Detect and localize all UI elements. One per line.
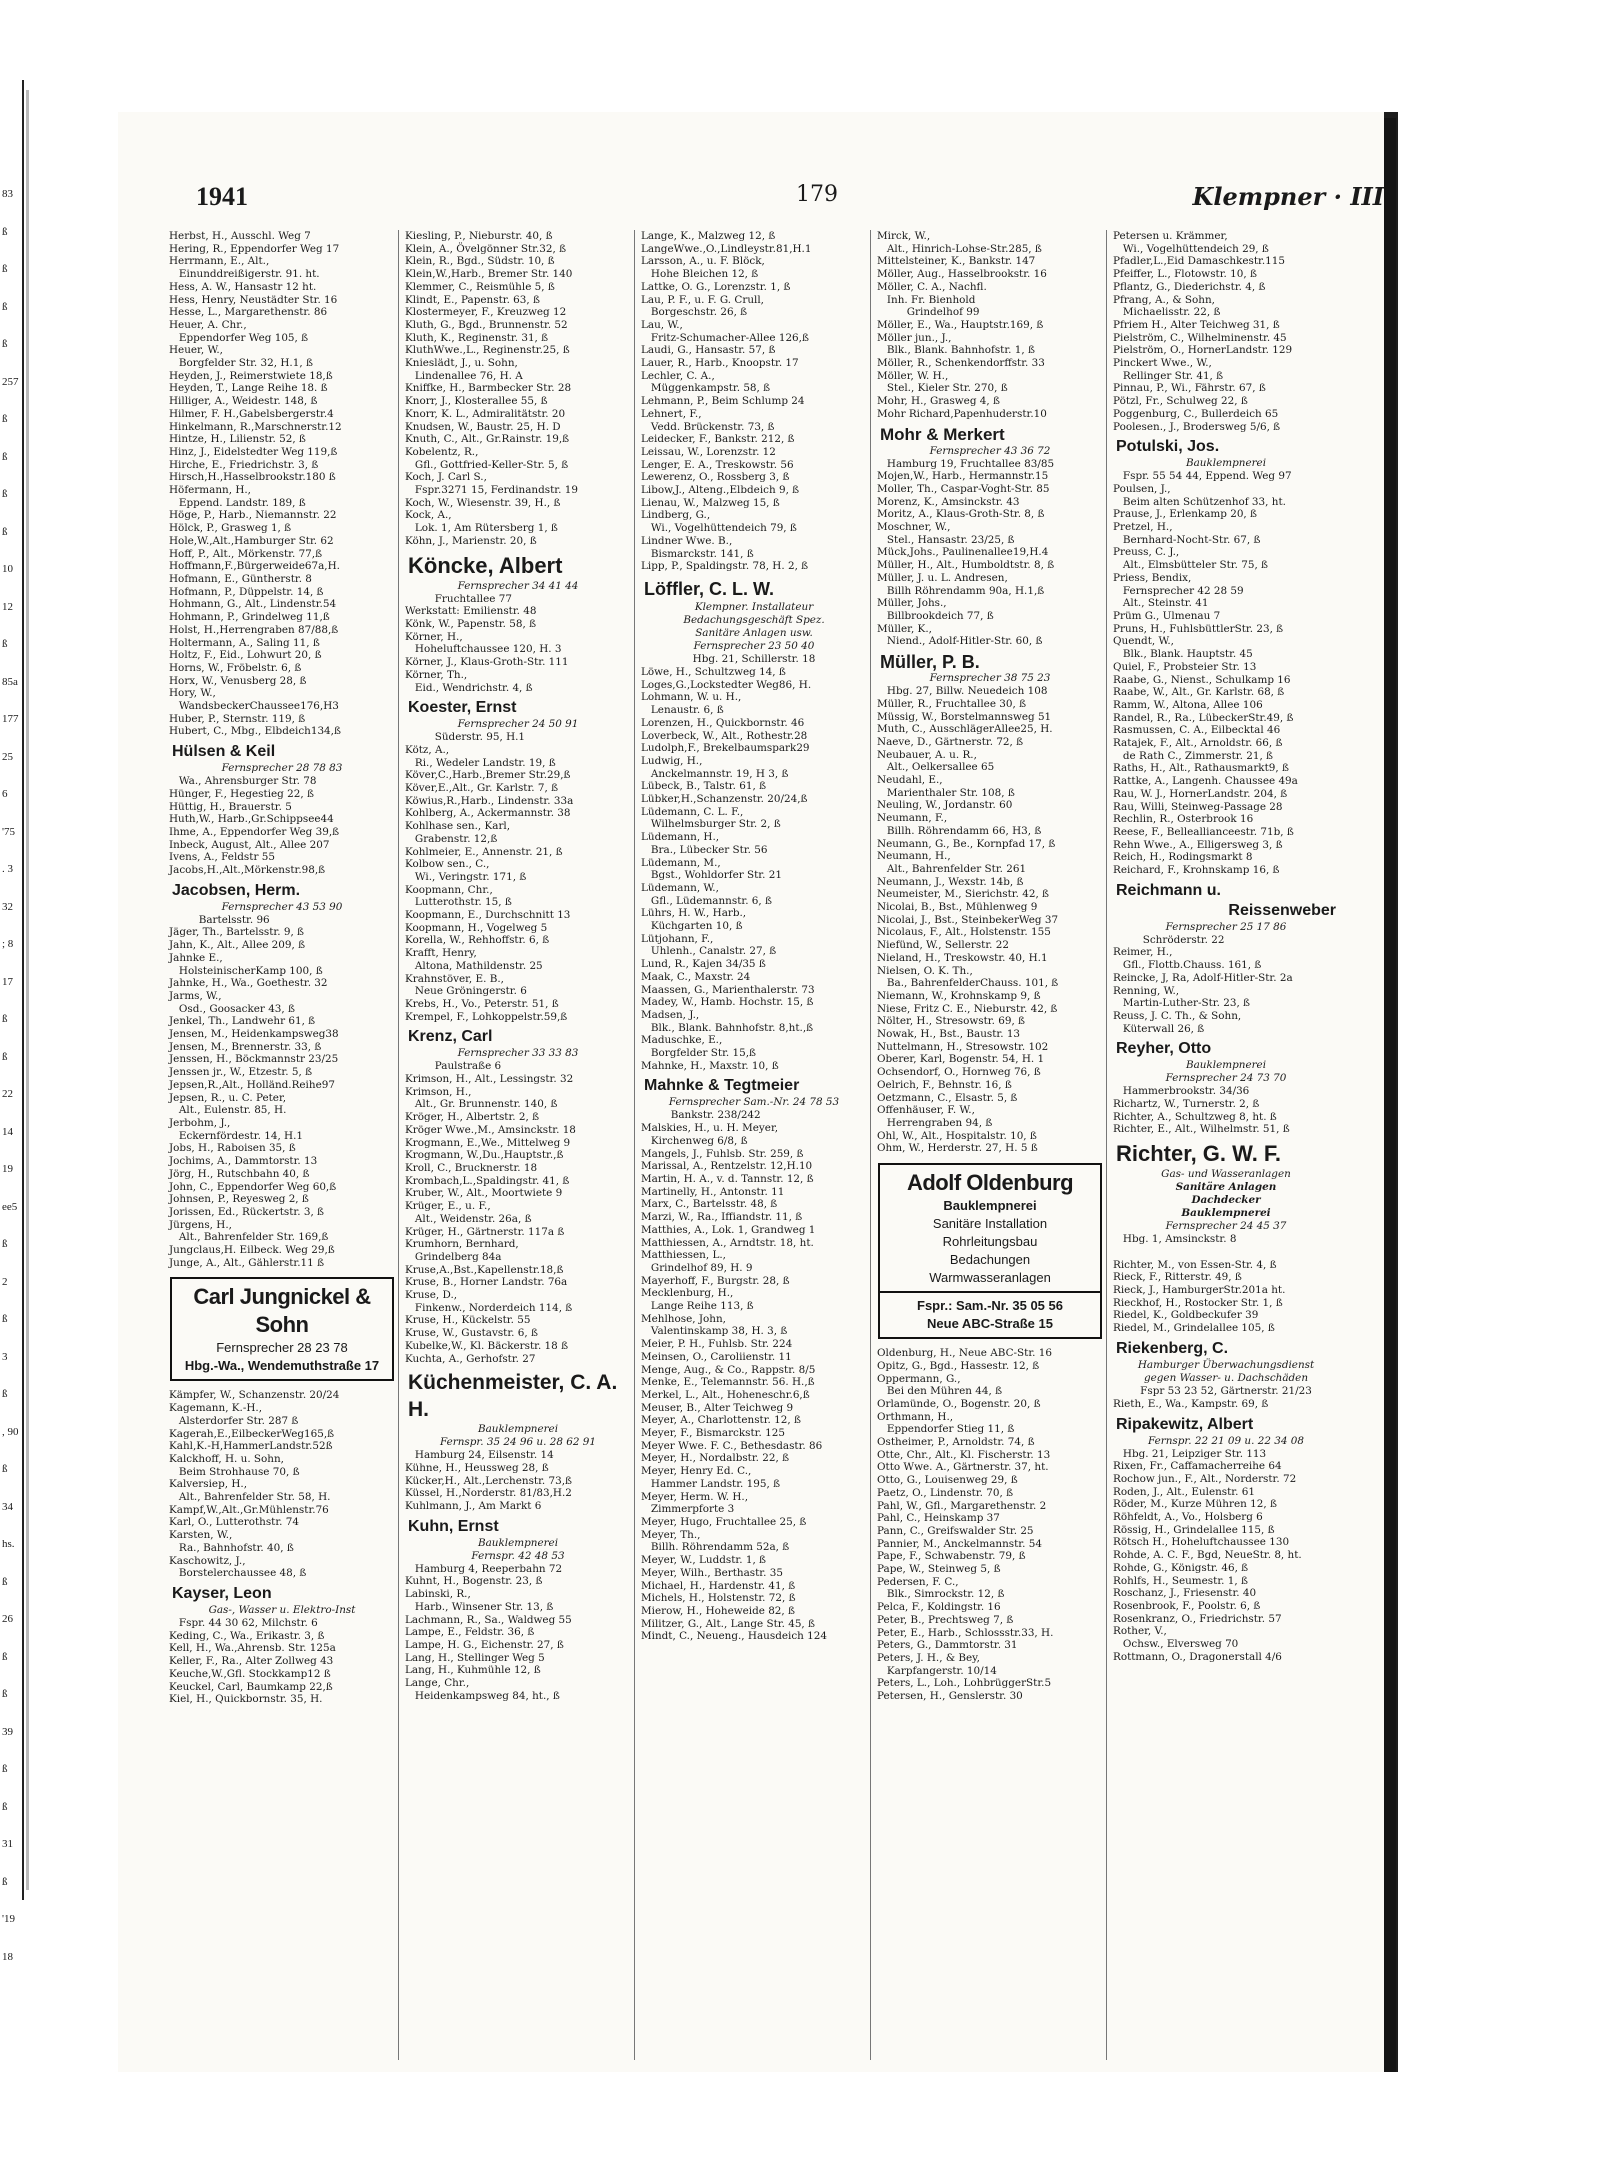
margin-fragment: , 90 — [2, 1425, 19, 1438]
ad-address: Neue ABC-Straße 15 — [927, 1316, 1053, 1332]
ad-line: Dachdecker — [1191, 1194, 1261, 1207]
listing-block: Petersen u. Krämmer, Wi., Vogelhüttendeich 29, ß Pfadler,L.,Eid Damaschkestr.115 Pfeiffer, L., Flotowstr. 10, ß Pflantz, G., Diederichstr. 4, ß Pfrang, A., & Sohn, Michaelisstr. 22, ß Pfriem H., Alter Teichweg 31, ß Pielström, C., Wilhelminenstr. 45 Pielström, O., HornerLandstr. 129 Pinckert Wwe., W., Rellinger Str. 41, ß Pinnau, P., Wi., Fährstr. 67, ß Pötzl, Fr., Schulweg 22, ß Poggenburg, C., Bullerdeich 65 Poolesen., J., Brodersweg 5/6, ß — [1113, 230, 1293, 433]
margin-fragment: 85a — [2, 675, 18, 688]
ad-heading: Müller, P. B. — [880, 652, 980, 673]
listing-block: Hamburg 4, Reeperbahn 72 Kuhnt, H., Bogenstr. 23, ß Labinski, R., Harb., Winsener Str. 13, ß Lachmann, R., Sa., Waldweg 55 Lampe, E., Feldstr. 36, ß Lampe, H. G., Eichenstr. 27, ß Lang, H., Stellinger Weg 5 Lang, H., Kuhmühle 12, ß Lange, Chr., Heidenkampsweg 84, ht., ß — [405, 1562, 572, 1702]
ad-phone: Fernsprecher 38 75 23 — [929, 672, 1051, 685]
margin-fragment: ß — [2, 1013, 8, 1025]
margin-fragment: '19 — [2, 1913, 15, 1925]
listing-block: Hamburg 24, Eilsenstr. 14 Kühne, H., Heussweg 28, ß Kücker,H., Alt.,Lerchenstr. 73,ß Küssel, H.,Norderstr. 81/83,H.2 Kuhlmann, J., Am Markt 6 — [405, 1449, 572, 1513]
ad-phone: Fernsprecher 24 73 70 — [1165, 1072, 1287, 1085]
ad-heading: Köncke, Albert — [408, 552, 563, 578]
page-year: 1941 — [196, 182, 248, 211]
ad-heading: Potulski, Jos. — [1116, 438, 1220, 456]
ad-phone: Fernsprecher 24 50 91 — [457, 718, 579, 731]
listing-block: Bankstr. 238/242 Malskies, H., u. H. Meyer, Kirchenweg 6/8, ß Mangels, J., Fuhlsb. Str. 259, ß Marissal, A., Rentzelstr. 12,H.10 Martin, H. A., v. d. Tannstr. 12, ß Martinelly, H., Antonstr. 11 Marx, C., Bartelsstr. 48, ß Marzi, W., Ra., Iffiandstr. 11, ß Matthies, A., Lok. 1, Grandweg 1 Matthiessen, A., Arndtstr. 18, ht. Matthiessen, L., Grindelhof 89, H. 9 Mayerhoff, F., Burgstr. 28, ß Mecklenburg, H., Lange Reihe 113, ß Mehlhose, John, Valentinskamp 38, H. 3, ß Meier, P. H., Fuhlsb. Str. 224 Meinsen, O., Caroliienstr. 11 Menge, Aug., & Co., Rappstr. 8/5 Menke, E., Telemannstr. 56. H.,ß Merkel, L., Alt., Hoheneschr.6,ß Meuser, B., Alter Teichweg 9 Meyer, A., Charlottenstr. 12, ß Meyer, F., Bismarckstr. 125 Meyer Wwe. F. C., Bethesdastr. 86 Meyer, H., Nordalbstr. 22, ß Meyer, Henry Ed. C., Hammer Landstr. 195, ß Meyer, Herm. W. H., Zimmerpforte 3 Meyer, Hugo, Fruchtallee 25, ß Meyer, Th., Billh. Röhrendamm 52a, ß Meyer, W., Luddstr. 1, ß Meyer, Wilh., Berthastr. 35 Michael, H., Hardenstr. 41, ß Michels, H., Holstenstr. 72, ß Mierow, H., Hoheweide 82, ß Militzer, G., Alt., Lange Str. 45, ß Mindt, C., Neueng., Hausdeich 124 — [641, 1109, 827, 1643]
ad-line: Warmwasseranlagen — [929, 1270, 1051, 1286]
margin-fragment: 17 — [2, 975, 13, 988]
listing-block: Fruchtallee 77 Werkstatt: Emilienstr. 48 Könk, W., Papenstr. 58, ß Körner, H., Hoheluftchaussee 120, H. 3 Körner, J., Klaus-Groth-Str. 111 Körner, Th., Eid., Wendrichstr. 4, ß — [405, 592, 569, 694]
ad-heading: Küchenmeister, C. A. H. — [408, 1371, 618, 1422]
ad-line: Klempner. Installateur — [694, 600, 814, 613]
listing-block: Süderstr. 95, H.1 Kötz, A., Ri., Wedeler Landstr. 19, ß Köver,C.,Harb.,Bremer Str.29,ß Köver,E.,Alt., Gr. Karlstr. 7, ß Köwius,R.,Harb., Lindenstr. 33a Kohlberg, A., Ackermannstr. 38 Kohlhase sen., Karl, Grabenstr. 12,ß Kohlmeier, E., Annenstr. 21, ß Kolbow sen., C., Wi., Veringstr. 171, ß Koopmann, Chr., Lutterothstr. 15, ß Koopmann, E., Durchschnitt 13 Koopmann, H., Vogelweg 5 Korella, W., Rehhoffstr. 6, ß Krafft, Henry, Altona, Mathildenstr. 25 Krahnstöver, E. B., Neue Gröningerstr. 6 Krebs, H., Vo., Peterstr. 51, ß Krempel, F., Lohkoppelstr.59,ß — [405, 731, 574, 1023]
ad-heading: Reissenweber — [1228, 901, 1336, 919]
ad-phone: Fernspr. 35 24 96 u. 28 62 91 — [439, 1436, 596, 1449]
ad-heading: Reyher, Otto — [1116, 1040, 1212, 1058]
ad-phone: Fernsprecher 33 33 83 — [457, 1047, 579, 1060]
listing-block: Lange, K., Malzweg 12, ß LangeWwe.,O.,Lindleystr.81,H.1 Larsson, A., u. F. Blöck, Hohe Bleichen 12, ß Lattke, O. G., Lorenzstr. 1, ß Lau, P. F., u. F. G. Crull, Borgeschstr. 26, ß Lau, W., Fritz-Schumacher-Allee 126,ß Laudi, G., Hansastr. 57, ß Lauer, R., Harb., Knoopstr. 17 Lechler, C. A., Müggenkampstr. 58, ß Lehmann, P., Beim Schlump 24 Lehnert, F., Vedd. Brückenstr. 73, ß Leidecker, F., Bankstr. 212, ß Leissau, W., Lorenzstr. 12 Lenger, E. A., Treskowstr. 56 Lewerenz, O., Rossberg 3, ß Libow,J., Alteng.,Elbdeich 9, ß Lienau, W., Malzweg 15, ß Lindberg, G., Wi., Vogelhüttendeich 79, ß Lindner Wwe. B., Bismarckstr. 141, ß Lipp, P., Spaldingstr. 78, H. 2, ß — [641, 230, 812, 573]
ad-phone: Fspr 53 23 52, Gärtnerstr. 21/23 — [1140, 1384, 1312, 1397]
margin-fragment: ß — [2, 1688, 8, 1700]
ad-heading: Mahnke & Tegtmeier — [644, 1077, 800, 1095]
ad-heading: Kayser, Leon — [172, 1584, 272, 1602]
ad-phone: Fernsprecher 43 53 90 — [221, 900, 343, 913]
margin-fragment: 6 — [2, 788, 8, 800]
ad-phone: Fernsprecher 23 50 40 — [693, 639, 815, 652]
ad-heading: Krenz, Carl — [408, 1028, 493, 1046]
margin-fragment: 2 — [2, 1275, 8, 1288]
listing-block: Hbg. 21, Leipziger Str. 113 Rixen, Fr., Caffamacherreihe 64 Rochow jun., F., Alt., Norderstr. 72 Roden, J., Alt., Eulenstr. 61 Röder, M., Kurze Mühren 12, ß Röhfeldt, A., Vo., Holsberg 6 Rössig, H., Grindelallee 115, ß Rötsch H., Hoheluftchaussee 130 Rohde, A. C. F., Bgd, NeueStr. 8, ht. Rohde, G., Königstr. 46, ß Rohlfs, H., Seumestr. 1, ß Roschanz, J., Friesenstr. 40 Rosenbrook, F., Poolstr. 6, ß Rosenkranz, O., Friedrichstr. 57 Rother, V., Ochsw., Elversweg 70 Rottmann, O., Dragonerstall 4/6 — [1113, 1447, 1302, 1663]
margin-fragment: ß — [2, 1388, 8, 1400]
listing-block: Rieth, E., Wa., Kampstr. 69, ß — [1113, 1397, 1269, 1410]
margin-fragment: 32 — [2, 900, 13, 913]
listing-block: Löwe, H., Schultzweg 14, ß Loges,G.,Lockstedter Weg86, H. Lohmann, W. u. H., Lenaustr. 6, ß Lorenzen, H., Quickbornstr. 46 Loverbeck, W., Alt., Rothestr.28 Ludolph,F., Brekelbaumspark29 Ludwig, H., Anckelmannstr. 19, H 3, ß Lübeck, B., Talstr. 61, ß Lübker,H.,Schanzenstr. 20/24,ß Lüdemann, C. L. F., Wilhelmsburger Str. 2, ß Lüdemann, H., Bra., Lübecker Str. 56 Lüdemann, M., Bgst., Wohldorfer Str. 21 Lüdemann, W., Gfl., Lüdemannstr. 6, ß Lührs, H. W., Harb., Küchgarten 10, ß Lütjohann, F., Uhlenh., Canalstr. 27, ß Lund, R., Kajen 34/35 ß Maak, C., Maxstr. 24 Maassen, G., Marienthalerstr. 73 Madey, W., Hamb. Hochstr. 15, ß Madsen, J., Blk., Blank. Bahnhofstr. 8,ht.,ß Maduschke, E., Borgfelder Str. 15,ß Mahnke, H., Maxstr. 10, ß — [641, 665, 815, 1072]
ad-line: Sanitäre Installation — [932, 1216, 1048, 1232]
margin-fragment: 14 — [2, 1125, 13, 1138]
ad-heading: Koester, Ernst — [408, 699, 517, 717]
margin-fragment: hs. — [2, 1538, 15, 1550]
margin-fragment: 25 — [2, 750, 13, 763]
ad-heading: Riekenberg, C. — [1116, 1339, 1229, 1357]
margin-fragment: 39 — [2, 1725, 13, 1738]
ad-phone: Fernsprecher 24 45 37 — [1165, 1220, 1287, 1233]
margin-fragment: ß — [2, 1238, 8, 1250]
ad-company-name: Carl Jungnickel & Sohn — [193, 1284, 371, 1338]
margin-fragment: 12 — [2, 600, 13, 613]
ad-heading: Reichmann u. — [1116, 881, 1221, 899]
ad-phone: Fernsprecher 28 23 78 — [216, 1340, 348, 1356]
margin-fragment: '75 — [2, 825, 15, 838]
ad-line: gegen Wasser- u. Dachschäden — [1143, 1371, 1309, 1384]
margin-fragment: ee5 — [2, 1200, 18, 1213]
column-5 — [1110, 230, 1342, 2060]
margin-fragment: 177 — [2, 713, 19, 725]
margin-fragment: ß — [2, 413, 8, 425]
margin-fragment: ß — [2, 1050, 8, 1063]
ad-phone: Fernspr. 42 48 53 — [471, 1549, 565, 1562]
margin-fragment: ; 8 — [2, 938, 14, 950]
ad-line: Sanitäre Anlagen — [1175, 1181, 1277, 1194]
margin-fragment: ß — [2, 1313, 8, 1325]
ad-subtitle: Gas-, Wasser u. Elektro-Inst — [208, 1603, 356, 1616]
ad-heading: Mohr & Merkert — [880, 424, 1005, 444]
ad-phone: Fernsprecher 25 17 86 — [1165, 920, 1287, 933]
margin-fragment: ß — [2, 263, 8, 275]
ad-line: Bedachungsgeschäft Spez. — [683, 613, 825, 626]
ad-heading: Richter, G. W. F. — [1116, 1141, 1282, 1167]
ad-line: Rohrleitungsbau — [942, 1234, 1038, 1250]
margin-fragment: ß — [2, 338, 8, 350]
column-4 — [874, 230, 1107, 2060]
column-3 — [638, 230, 871, 2060]
margin-fragment: ß — [2, 525, 8, 538]
ad-heading: Hülsen & Keil — [172, 743, 276, 761]
listing-block: Kiesling, P., Nieburstr. 40, ß Klein, A., Övelgönner Str.32, ß Klein, R., Bgd., Südstr. 10, ß Klein,W.,Harb., Bremer Str. 140 Klemmer, C., Reismühle 5, ß Klindt, E., Papenstr. 63, ß Klostermeyer, F., Kreuzweg 12 Kluth, G., Bgd., Brunnenstr. 52 Kluth, K., Reginenstr. 31, ß KluthWwe.,L., Reginenstr.25, ß Knieslädt, J., u. Sohn, Lindenallee 76, H. A Kniffke, H., Barmbecker Str. 28 Knorr, J., Klosterallee 55, ß Knorr, K. L., Admiralitätstr. 20 Knudsen, W., Baustr. 25, H. D Knuth, C., Alt., Gr.Rainstr. 19,ß Kobelentz, R., Gfl., Gottfried-Keller-Str. 5, ß Koch, J. Carl S., Fspr.3271 15, Ferdinandstr. 19 Koch, W., Wiesenstr. 39, H., ß Kock, A., Lok. 1, Am Rütersberg 1, ß Köhn, J., Marienstr. 20, ß — [405, 230, 578, 547]
margin-fragment: ß — [2, 1800, 8, 1813]
listing-block: Hbg. 1, Amsinckstr. 8 Richter, M., von Essen-Str. 4, ß Rieck, F., Ritterstr. 49, ß Rieck, J., HamburgerStr.201a ht. Rieckhof, H., Rostocker Str. 1, ß Riedel, K., Goldbeckufer 39 Riedel, M., Grindelallee 105, ß — [1113, 1233, 1286, 1335]
page-header — [196, 182, 1386, 222]
ad-subtitle: Bauklempnerei — [1185, 457, 1267, 470]
margin-fragment: . 3 — [2, 863, 13, 875]
margin-fragment: 22 — [2, 1088, 13, 1100]
adjacent-page-strip — [0, 80, 24, 1963]
listing-block: Fspr. 55 54 44, Eppend. Weg 97 Poulsen, J., Beim alten Schützenhof 33, ht. Prause, J., Erlenkamp 20, ß Pretzel, H., Bernhard-Nocht-Str. 67, ß Preuss, C. J., Alt., Elmsbütteler Str. 75, ß Priess, Bendix, Fernsprecher 42 28 59 Alt., Steinstr. 41 Prüm G., Ulmenau 7 Pruns, H., FuhlsbüttlerStr. 23, ß Quendt, W., Blk., Blank. Hauptstr. 45 Quiel, F., Probsteier Str. 13 Raabe, G., Nienst., Schulkamp 16 Raabe, W., Alt., Gr. Karlstr. 68, ß Ramm, W., Altona, Allee 106 Randel, R., Ra., LübeckerStr.49, ß Rasmussen, C. A., Eilbecktal 46 Ratajek, F., Alt., Arnoldstr. 66, ß de Rath C., Zimmerstr. 21, ß Raths, H., Alt., Rathausmarkt9, ß Rattke, A., Langenh. Chaussee 49a Rau, W. J., HornerLandstr. 204, ß Rau, Willi, Steinweg-Passage 28 Rechlin, R., Osterbrook 16 Reese, F., Belleallianceestr. 71b, ß Rehn Wwe., A., Elligersweg 3, ß Reich, H., Rodingsmarkt 8 Reichard, F., Krohnskamp 16, ß — [1113, 470, 1298, 877]
ad-address: Hbg. 21, Schillerstr. 18 — [692, 652, 816, 665]
margin-fragment: ß — [2, 488, 8, 500]
ad-phone: Fernsprecher Sam.-Nr. 24 78 53 — [668, 1096, 840, 1109]
listing-block: Wa., Ahrensburger Str. 78 Hünger, F., Hegestieg 22, ß Hüttig, H., Brauerstr. 5 Huth,W., Harb.,Gr.Schippsee44 Ihme, A., Eppendorfer Weg 39,ß Inbeck, August, Alt., Allee 207 Ivens, A., Feldstr 55 Jacobs,H.,Alt.,Mörkenstr.98,ß — [169, 775, 340, 877]
margin-fragment: ß — [2, 1650, 8, 1663]
ad-phone: Fernspr. 22 21 09 u. 22 34 08 — [1147, 1434, 1304, 1447]
listing-block: Schröderstr. 22 Reimer, H., Gfl., Flottb.Chauss. 161, ß Reincke, J, Ra, Adolf-Hitler-Str. 2a Renning, W., Martin-Luther-Str. 23, ß Reuss, J. C. Th., & Sohn, Küterwall 26, ß — [1113, 933, 1293, 1035]
margin-fragment: ß — [2, 225, 8, 238]
ad-subtitle: Bauklempnerei — [943, 1198, 1037, 1214]
ad-heading: Kuhn, Ernst — [408, 1517, 499, 1535]
ad-line: Bauklempnerei — [1181, 1207, 1271, 1220]
directory-columns — [166, 230, 1371, 2060]
listing-block: Oldenburg, H., Neue ABC-Str. 16 Opitz, G., Bgd., Hassestr. 12, ß Oppermann, G., Bei den Mühren 44, ß Orlamünde, O., Bogenstr. 20, ß Orthmann, H., Eppendorfer Stieg 11, ß Ostheimer, P., Arnoldstr. 74, ß Otte, Chr., Alt., Kl. Fischerstr. 13 Otto Wwe. A., Gärtnerstr. 37, ht. Otto, G., Louisenweg 29, ß Paetz, O., Lindenstr. 70, ß Pahl, W., Gfl., Margarethenstr. 2 Pahl, C., Heinskamp 37 Pann, C., Greifswalder Str. 25 Pannier, M., Anckelmannstr. 54 Pape, F., Schwabenstr. 79, ß Pape, W., Steinweg 5, ß Pedersen, F. C., Blk., Simrockstr. 12, ß Pelca, F., Koldingstr. 16 Peter, B., Prechtsweg 7, ß Peter, E., Harb., Schlossstr.33, H. Peters, G., Dammtorstr. 31 Peters, J. H., & Bey, Karpfangerstr. 10/14 Peters, L., Loh., LohbrüggerStr.5 Petersen, H., Genslerstr. 30 — [877, 1347, 1054, 1703]
ad-heading: Jacobsen, Herm. — [172, 881, 301, 899]
listing-block: Kämpfer, W., Schanzenstr. 20/24 Kagemann, K.-H., Alsterdorfer Str. 287 ß Kagerah,E.,EilbeckerWeg165,ß Kahl,K.-H,HammerLandstr.52ß Kalckhoff, H. u. Sohn, Beim Strohhause 70, ß Kalversiep, H., Alt., Bahrenfelder Str. 58, H. Kampf,W.,Alt.,Gr.Mühlenstr.76 Karl, O., Lutterothstr. 74 Karsten, W., Ra., Bahnhofstr. 40, ß Kaschowitz, J., Borstelerchaussee 48, ß — [169, 1389, 340, 1580]
listing-block: Hamburg 19, Fruchtallee 83/85 Mojen,W., Harb., Hermannstr.15 Moller, Th., Caspar-Voght-Str. 85 Morenz, K., Amsinckstr. 43 Moritz, A., Klaus-Groth-Str. 8, ß Moschner, W., Stel., Hansastr. 23/25, ß Mück,Johs., Paulinenallee19,H.4 Müller, H., Alt., Humboldtstr. 8, ß Müller, J. u. L. Andresen, Billh Röhrendamm 90a, H.1,ß Müller, Johs., Billbrookdeich 77, ß Müller, K., Niend., Adolf-Hitler-Str. 60, ß — [877, 457, 1055, 648]
ad-phone: Fernsprecher 34 41 44 — [457, 579, 579, 592]
ad-line: Hamburger Überwachungsdienst — [1137, 1358, 1315, 1371]
margin-fragment: ß — [2, 1875, 8, 1888]
directory-page — [118, 112, 1384, 2072]
boxed-advertisement — [170, 1277, 394, 1381]
ad-heading: Ripakewitz, Albert — [1116, 1415, 1254, 1433]
ad-divider — [880, 1291, 1100, 1293]
listing-block: Hammerbrookstr. 34/36 Richartz, W., Turnerstr. 2, ß Richter, A., Schultzweg 8, ht. ß Richter, E., Alt., Wilhelmstr. 51, ß — [1113, 1085, 1290, 1136]
listing-block: Mirck, W., Alt., Hinrich-Lohse-Str.285, ß Mittelsteiner, K., Bankstr. 147 Möller, Aug., Hasselbrookstr. 16 Möller, C. A., Nachfl. Inh. Fr. Bienhold Grindelhof 99 Möller, E., Wa., Hauptstr.169, ß Möller jun., J., Blk., Blank. Bahnhofstr. 1, ß Möller, R., Schenkendorffstr. 33 Möller, W. H., Stel., Kieler Str. 270, ß Mohr, H., Grasweg 4, ß Mohr Richard,Papenhuderstr.10 — [877, 230, 1047, 420]
margin-fragment: 3 — [2, 1350, 8, 1363]
ad-subtitle: Bauklempnerei — [1185, 1059, 1267, 1072]
ad-phone: Fernsprecher 28 78 83 — [221, 762, 343, 775]
margin-fragment: ß — [2, 638, 8, 650]
page-number: 179 — [796, 182, 838, 207]
ad-subtitle: Bauklempnerei — [477, 1536, 559, 1549]
ad-address: Hbg.-Wa., Wendemuthstraße 17 — [184, 1358, 380, 1374]
ad-company-name: Adolf Oldenburg — [906, 1170, 1074, 1196]
margin-fragment: 26 — [2, 1613, 13, 1625]
listing-block: Herbst, H., Ausschl. Weg 7 Hering, R., Eppendorfer Weg 17 Herrmann, E., Alt., Einunddreißigerstr. 91. ht. Hess, A. W., Hansastr 12 ht. Hess, Henry, Neustädter Str. 16 Hesse, L., Margarethenstr. 86 Heuer, A. Chr., Eppendorfer Weg 105, ß Heuer, W., Borgfelder Str. 32, H.1, ß Heyden, J., Reimerstwiete 18,ß Heyden, T., Lange Reihe 18. ß Hilliger, A., Weidestr. 148, ß Hilmer, F. H.,Gabelsbergerstr.4 Hinkelmann, R.,Marschnerstr.12 Hintze, H., Lilienstr. 52, ß Hinz, J., Eidelstedter Weg 119,ß Hirche, E., Friedrichstr. 3, ß Hirsch,H.,Hasselbrookstr.180 ß Höfermann, H., Eppend. Landstr. 189, ß Höge, P., Harb., Niemannstr. 22 Hölck, P., Grasweg 1, ß Hole,W.,Alt.,Hamburger Str. 62 Hoff, P., Alt., Mörkenstr. 77,ß Hoffmann,F.,Bürgerweide67a,H. Hofmann, E., Güntherstr. 8 Hofmann, P., Düppelstr. 14, ß Hohmann, G., Alt., Lindenstr.54 Hohmann, P., Grindelweg 11,ß Holst, H.,Herrengraben 87/88,ß Holtermann, A., Saling 11, ß Holtz, F., Eid., Lohwurt 20, ß Horns, W., Fröbelstr. 6, ß Horx, W., Venusberg 28, ß Hory, W., WandsbeckerChaussee176,H3 Huber, P., Sternstr. 119, ß Hubert, C., Mbg., Elbdeich134,ß — [169, 230, 342, 738]
listing-block: Bartelsstr. 96 Jäger, Th., Bartelsstr. 9, ß Jahn, K., Alt., Allee 209, ß Jahnke E., HolsteinischerKamp 100, ß Jahnke, H., Wa., Goethestr. 32 Jarms, W., Osd., Goosacker 43, ß Jenkel, Th., Landwehr 61, ß Jensen, M., Heidenkampsweg38 Jensen, M., Brennerstr. 33, ß Jenssen, H., Böckmannstr 23/25 Jenssen jr., W., Etzestr. 5, ß Jepsen,R.,Alt., Holländ.Reihe97 Jepsen, R., u. C. Peter, Alt., Eulenstr. 85, H. Jerbohm, J., Eckernfördestr. 14, H.1 Jobs, H., Raboisen 35, ß Jochims, A., Dammtorstr. 13 Jörg, H., Rutschbahn 40, ß John, C., Eppendorfer Weg 60,ß Johnsen, P., Reyesweg 2, ß Jorissen, Ed., Rückertstr. 3, ß Jürgens, H., Alt., Bahrenfelder Str. 169,ß Jungclaus,H. Eilbeck. Weg 29,ß Junge, A., Alt., Gählerstr.11 ß — [169, 913, 339, 1269]
ad-line: Bedachungen — [949, 1252, 1031, 1268]
margin-fragment: 31 — [2, 1838, 13, 1850]
margin-fragment: 10 — [2, 563, 13, 575]
listing-block: Hbg. 27, Billw. Neuedeich 108 Müller, R., Fruchtallee 30, ß Müssig, W., Borstelmannsweg 51 Muth, C., AusschlägerAllee25, H. Naeve, D., Gärtnerstr. 72, ß Neubauer, A. u. R., Alt., Oelkersallee 65 Neudahl, E., Marienthaler Str. 108, ß Neuling, W., Jordanstr. 60 Neumann, F., Billh. Röhrendamm 66, H3, ß Neumann, G., Be., Kornpfad 17, ß Neumann, H., Alt., Bahrenfelder Str. 261 Neumann, J., Wexstr. 14b, ß Neumeister, M., Sierichstr. 42, ß Nicolai, B., Bst., Mühlenweg 9 Nicolai, J., Bst., SteinbekerWeg 37 Nicolaus, F., Alt., Holstenstr. 155 Niefünd, W., Sellerstr. 22 Nieland, H., Treskowstr. 40, H.1 Nielsen, O. K. Th., Ba., BahrenfelderChauss. 101, ß Niemann, W., Krohnskamp 9, ß Niese, Fritz C. E., Nieburstr. 42, ß Nölter, H., Stresowstr. 69, ß Nowak, H., Bst., Baustr. 13 Nuttelmann, H., Stresowstr. 102 Oberer, Karl, Bogenstr. 54, H. 1 Ochsendorf, O., Hornweg 76, ß Oelrich, F., Behnstr. 16, ß Oetzmann, C., Elsastr. 5, ß Offenhäuser, F. W., Herrengraben 94, ß Ohl, W., Alt., Hospitalstr. 10, ß Ohm, W., Herderstr. 27, H. 5 ß — [877, 685, 1059, 1155]
gutter-line — [26, 90, 29, 1890]
margin-fragment: 34 — [2, 1500, 13, 1513]
ad-line: Gas- und Wasseranlagen — [1161, 1168, 1291, 1181]
column-1 — [166, 230, 399, 2060]
boxed-advertisement — [878, 1163, 1102, 1339]
ad-phone: Fspr.: Sam.-Nr. 35 05 56 — [917, 1298, 1063, 1314]
section-title: Klempner · III — [1192, 182, 1384, 211]
ad-subtitle: Bauklempnerei — [477, 1423, 559, 1436]
page-edge-shadow — [1384, 118, 1396, 2072]
margin-fragment: ß — [2, 1463, 8, 1475]
margin-fragment: 257 — [2, 375, 19, 388]
column-2 — [402, 230, 635, 2060]
ad-line: Sanitäre Anlagen usw. — [695, 626, 813, 639]
listing-block: Fspr. 44 30 62, Milchstr. 6 Keding, C., Wa., Erikastr. 3, ß Kell, H., Wa.,Ahrensb. Str. 125a Keller, F., Ra., Alter Zollweg 43 Keuche,W.,Gfl. Stockkamp12 ß Keuckel, Carl, Baumkamp 22,ß Kiel, H., Quickbornstr. 35, H. — [169, 1616, 336, 1706]
margin-fragment: 19 — [2, 1163, 13, 1175]
ad-heading: Löffler, C. L. W. — [644, 578, 774, 599]
margin-fragment: 18 — [2, 1950, 13, 1963]
margin-fragment: ß — [2, 300, 8, 313]
margin-fragment: ß — [2, 1575, 8, 1588]
ad-phone: Fernsprecher 43 36 72 — [929, 444, 1051, 457]
margin-fragment: 83 — [2, 188, 13, 200]
margin-fragment: ß — [2, 450, 8, 463]
margin-fragment: ß — [2, 1763, 8, 1775]
listing-block: Paulstraße 6 Krimson, H., Alt., Lessingstr. 32 Krimson, H., Alt., Gr. Brunnenstr. 140, ß Kröger, H., Albertstr. 2, ß Kröger Wwe.,M., Amsinckstr. 18 Krogmann, E.,We., Mittelweg 9 Krogmann, W.,Du.,Hauptstr.,ß Kroll, C., Brucknerstr. 18 Krombach,L.,Spaldingstr. 41, ß Kruber, W., Alt., Moortwiete 9 Krüger, E., u. F., Alt., Weidenstr. 26a, ß Krüger, H., Gärtnerstr. 117a ß Krumhorn, Bernhard, Grindelberg 84a Kruse,A.,Bst.,Kapellenstr.18,ß Kruse, B., Horner Landstr. 76a Kruse, D., Finkenw., Norderdeich 114, ß Kruse, H., Kückelstr. 55 Kruse, W., Gustavstr. 6, ß Kubelke,W., Kl. Bäckerstr. 18 ß Kuchta, A., Gerhofstr. 27 — [405, 1060, 576, 1365]
